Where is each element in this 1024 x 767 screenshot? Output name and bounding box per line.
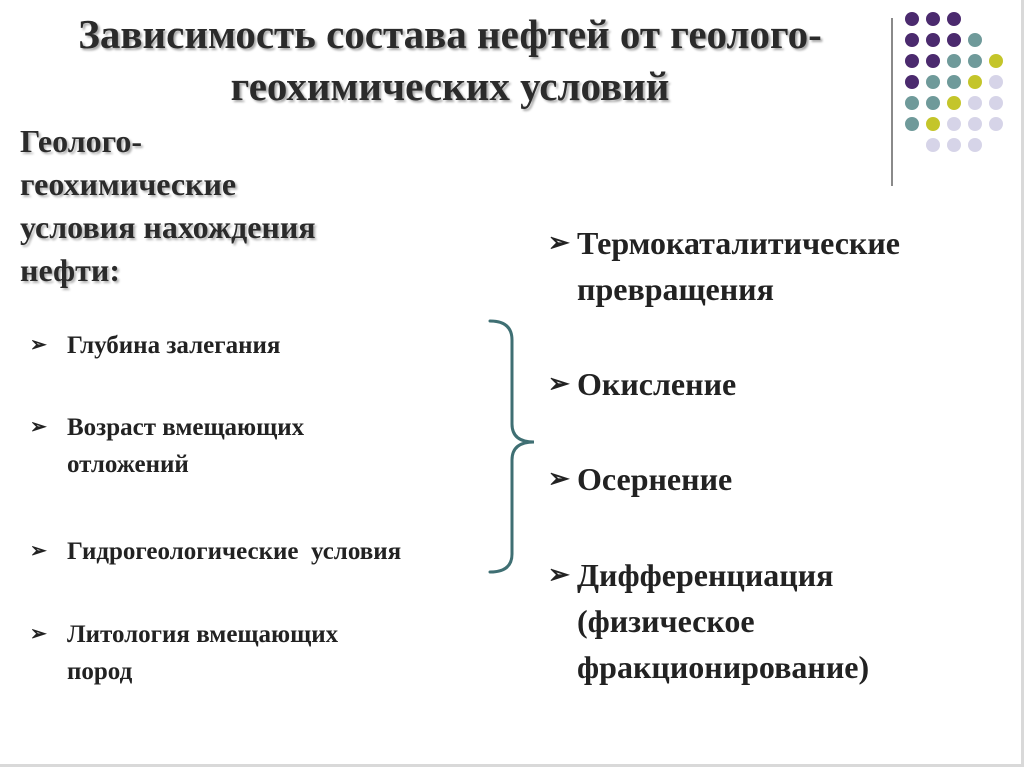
list-item-text [577,361,736,407]
arrow-bullet-icon: ➢ [548,228,570,257]
decorative-dot [905,33,919,47]
list-item-line: пород [67,658,133,685]
arrow-bullet-icon: ➢ [30,416,47,438]
list-item [548,552,869,690]
list-item-text [67,327,280,364]
conditions-heading [20,120,420,292]
arrow-bullet-icon: ➢ [30,334,47,356]
list-item-line: отложений [67,451,189,478]
decorative-dot [947,138,961,152]
list-item-line: Глубина залегания [67,332,281,359]
list-item-line: Гидрогеологические условия [67,538,402,565]
arrow-bullet-icon: ➢ [548,464,570,493]
decorative-dot [926,117,940,131]
conditions-heading-line: геохимические [20,166,237,202]
decorative-dot [947,12,961,26]
conditions-heading-line: условия нахождения [20,209,316,245]
decorative-dot [947,96,961,110]
decorative-dot [905,96,919,110]
decorative-dot [968,117,982,131]
list-item-text [577,456,732,502]
list-item-line: Окисление [577,366,737,402]
decorative-dot [947,33,961,47]
decorative-dot [905,75,919,89]
decorative-dot [947,75,961,89]
conditions-heading-line: Геолого- [20,123,143,159]
list-item [30,409,304,483]
decorative-dot [968,54,982,68]
list-item-text [67,616,338,690]
slide-title [20,8,880,112]
list-item-line: Литология вмещающих [67,621,339,648]
decorative-dot [905,117,919,131]
conditions-heading-line: нефти: [20,252,120,288]
decorative-dot [989,117,1003,131]
decorative-dot [905,54,919,68]
decorative-divider [891,18,893,186]
list-item-line: Дифференциация [577,557,834,593]
decorative-dot [968,138,982,152]
list-item-line: Осернение [577,461,733,497]
decorative-dot-grid [905,12,1015,172]
list-item-text [577,552,869,690]
list-item [548,220,900,312]
decorative-dot [989,75,1003,89]
decorative-dot [926,138,940,152]
list-item-line: фракционирование) [577,649,870,685]
decorative-dot [989,54,1003,68]
list-item-text [577,220,900,312]
title-line-1: Зависимость состава нефтей от геолого- [78,11,822,57]
decorative-dot [968,33,982,47]
arrow-bullet-icon: ➢ [30,623,47,645]
list-item-line: Возраст вмещающих [67,414,305,441]
list-item-line: Термокаталитические [577,225,900,261]
decorative-dot [947,117,961,131]
arrow-bullet-icon: ➢ [30,540,47,562]
decorative-dot [947,54,961,68]
arrow-bullet-icon: ➢ [548,369,570,398]
list-item [548,361,736,407]
decorative-dot [926,12,940,26]
arrow-bullet-icon: ➢ [548,560,570,589]
decorative-dot [968,75,982,89]
decorative-dot [926,75,940,89]
list-item [30,533,401,570]
list-item-line: превращения [577,271,774,307]
decorative-dot [905,12,919,26]
list-item-text [67,409,304,483]
list-item [30,616,338,690]
curly-brace-icon [484,318,544,578]
list-item-line: (физическое [577,603,755,639]
decorative-dot [989,96,1003,110]
decorative-dot [968,96,982,110]
list-item-text [67,533,401,570]
title-line-2: геохимических условий [230,63,670,109]
decorative-dot [926,33,940,47]
list-item [30,327,280,364]
decorative-dot [926,54,940,68]
decorative-dot [926,96,940,110]
list-item [548,456,732,502]
